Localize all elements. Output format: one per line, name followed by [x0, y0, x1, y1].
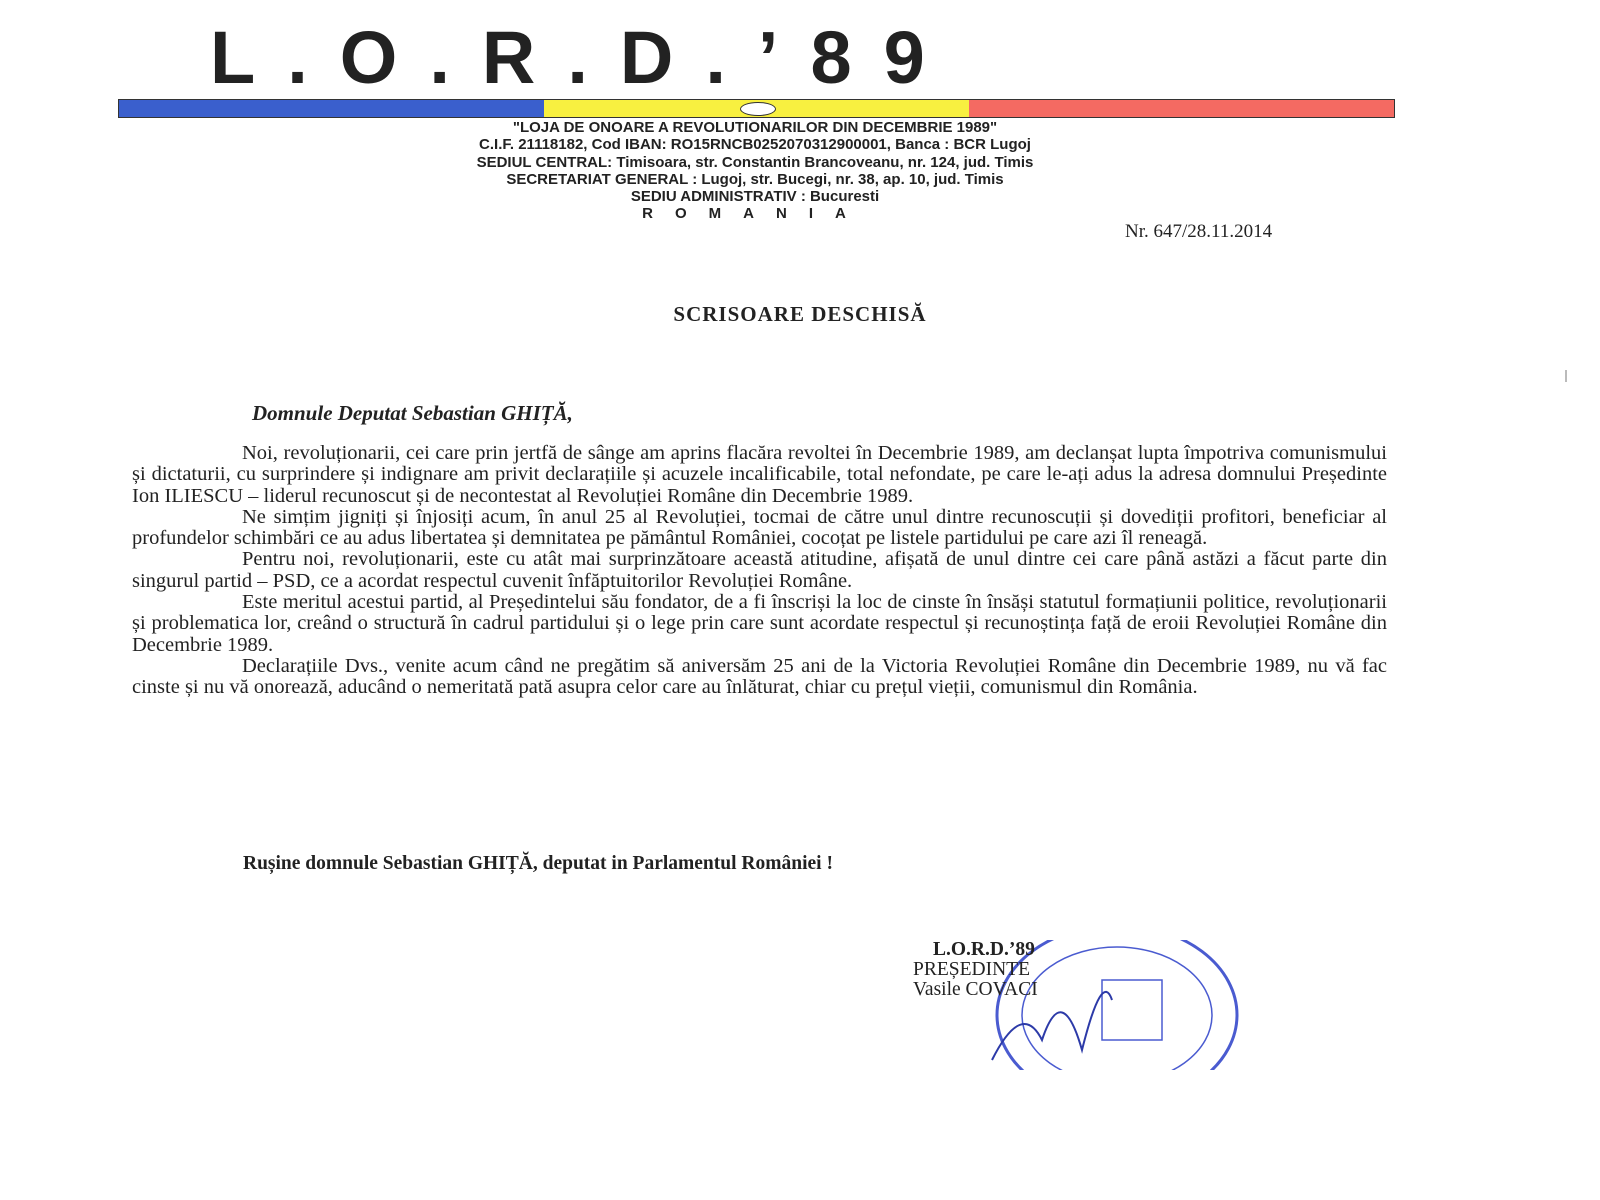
signature-role: PREȘEDINTE — [913, 959, 1030, 980]
central-office-address: SEDIUL CENTRAL: Timisoara, str. Constantin Brancoveanu, nr. 124, jud. Timis — [476, 153, 1034, 171]
emblem-oval-icon — [740, 102, 776, 116]
stamp-inner-ring — [1022, 947, 1212, 1070]
handwritten-signature — [992, 992, 1112, 1060]
paragraph: Pentru noi, revoluționarii, este cu atât mai surprinzătoare această atitudine, afișată de unul dintre cei care până astăzi a făcut parte din singurul partid – PSD, ce a acordat respectul cuvenit înfăptuitorilor Revoluției Române. — [132, 548, 1387, 592]
general-secretariat-address: SECRETARIAT GENERAL : Lugoj, str. Bucegi, nr. 38, ap. 10, jud. Timis — [506, 170, 1004, 188]
administrative-office: SEDIU ADMINISTRATIV : Bucuresti — [630, 188, 880, 206]
signatory-name: Vasile COVACI — [913, 979, 1038, 1000]
paragraph: Ne simțim jigniți și înjosiți acum, în anul 25 al Revoluției, tocmai de către unul dintre recunoscuții și dovediții profitori, beneficiar al profundelor schimbări ce au adus libertatea și demnitatea pe pământul României, cocoțat pe listele partidului pe care azi îl reneagă. — [132, 505, 1387, 550]
signature-block — [913, 940, 1038, 1000]
letter-body — [132, 443, 1387, 699]
reference-number: Nr. 647/28.11.2014 — [1125, 221, 1273, 242]
scan-artifact — [1565, 370, 1567, 382]
coat-of-arms-icon — [1102, 980, 1162, 1040]
organization-full-name: "LOJA DE ONOARE A REVOLUTIONARILOR DIN DECEMBRIE 1989" — [512, 119, 998, 136]
tricolor-flag-bar — [118, 99, 1395, 118]
paragraph: Declarațiile Dvs., venite acum când ne pregătim să aniversăm 25 ani de la Victoria Revoluției Române din Decembrie 1989, nu vă fac cinste și nu vă onorează, aducând o nemeritată pată asupra celor care au înlăturat, chiar cu prețul vieții, comunismul din România. — [132, 654, 1387, 699]
flag-red-stripe — [969, 100, 1394, 117]
organization-logo: L.O.R.D.’89 — [210, 16, 957, 99]
signature-organization: L.O.R.D.’89 — [933, 939, 1035, 960]
fiscal-bank-info: C.I.F. 21118182, Cod IBAN: RO15RNCB0252070312900001, Banca : BCR Lugoj — [479, 136, 1031, 154]
flag-yellow-stripe — [544, 100, 969, 117]
paragraph: Noi, revoluționarii, cei care prin jertfă de sânge am aprins flacăra revoltei în Decembrie 1989, am declanșat lupta împotriva comunismului și dictaturii, cu surprindere și indignare am privit declarațiile și acuzele incalificabile, total nefondate, pe care le-ați adus la adresa domnului Președinte Ion ILIESCU – liderul recunoscut și de necontestat al Revoluției Române din Decembrie 1989. — [132, 442, 1387, 507]
country: ROMANIA — [642, 205, 868, 223]
letterhead-details — [110, 119, 1400, 223]
flag-blue-stripe — [119, 100, 544, 117]
salutation: Domnule Deputat Sebastian GHIȚĂ, — [252, 401, 573, 425]
closing-statement: Rușine domnule Sebastian GHIȚĂ, deputat in Parlamentul României ! — [243, 853, 833, 874]
paragraph: Este meritul acestui partid, al Președintelui său fondator, de a fi înscriși la loc de cinste în însăși statutul formațiunii politice, revoluționarii și problematica lor, creând o structură în cadrul partidului și o lege prin care sunt acordate respectul și recunoștința față de eroii Revoluției Române din Decembrie 1989. — [132, 591, 1387, 656]
document-title: SCRISOARE DESCHISĂ — [673, 302, 927, 326]
